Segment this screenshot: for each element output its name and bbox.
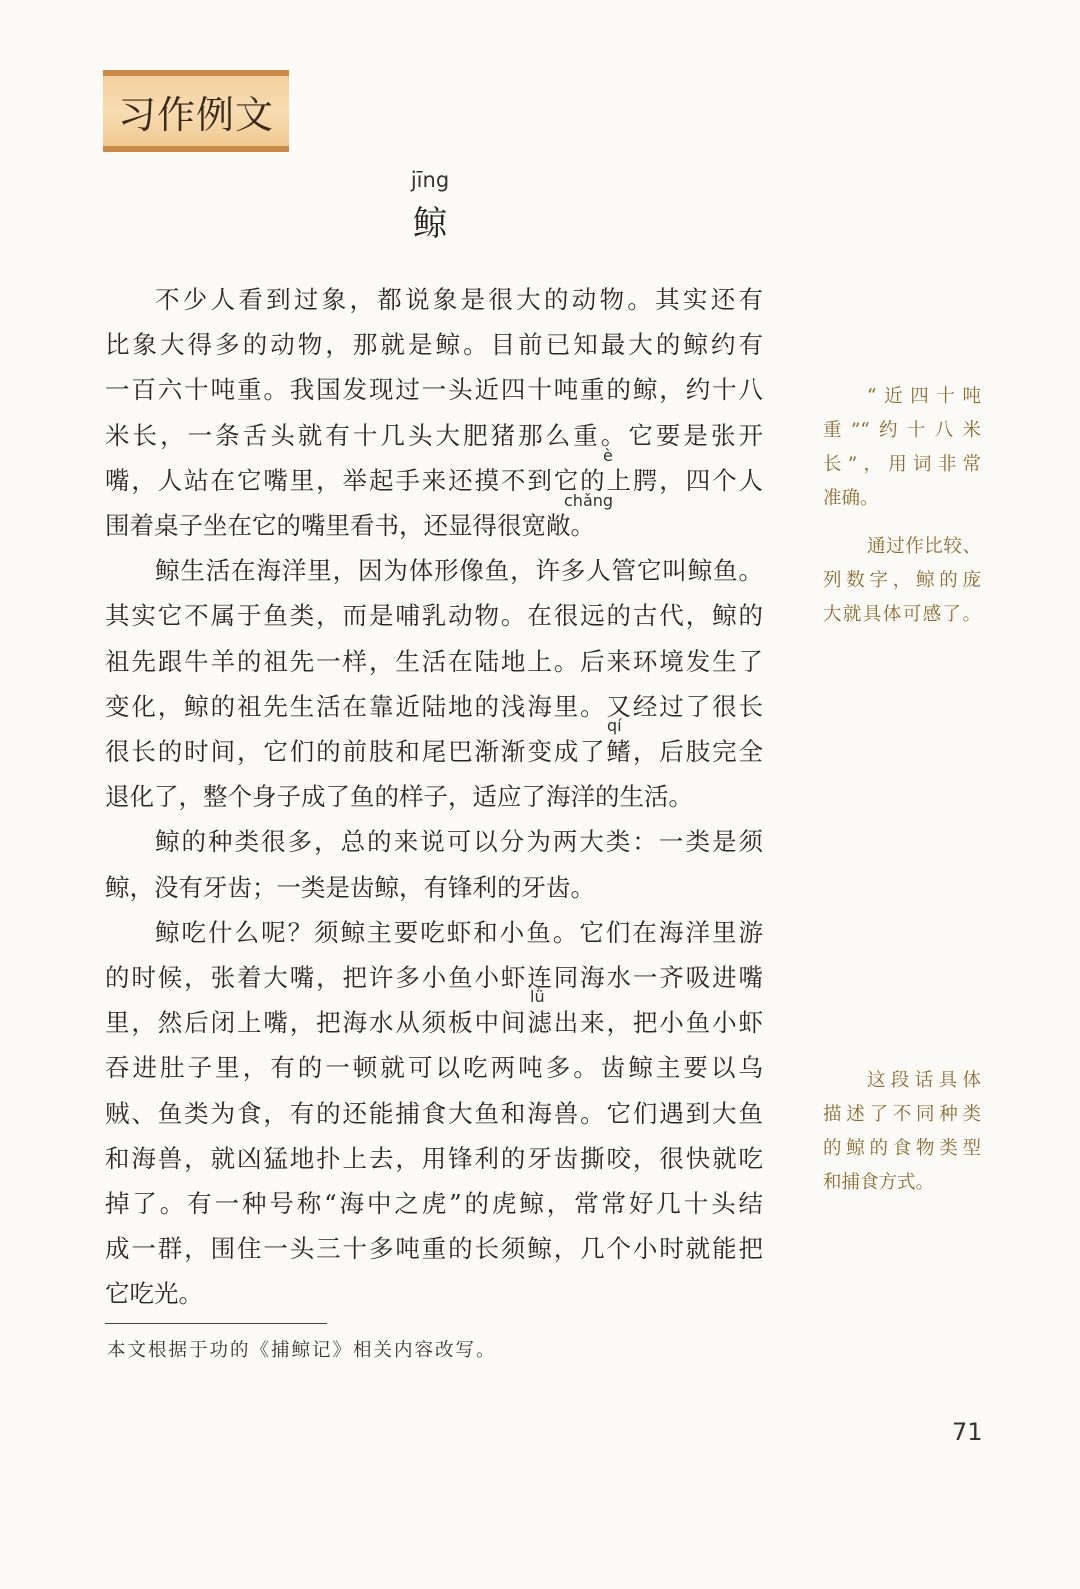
text-line: 的时候，张着大嘴，把许多小鱼小虾连同海水一齐吸进嘴 xyxy=(105,963,763,992)
page-title: 鲸 xyxy=(413,204,447,244)
pinyin-annotation: qí xyxy=(607,716,622,735)
text-line: 一百六十吨重。我国发现过一头近四十吨重的鲸，约十八 xyxy=(105,375,763,405)
text-line: 鲸生活在海洋里，因为体形像鱼，许多人管它叫鲸鱼。 xyxy=(155,556,763,586)
note-line: 大就具体可感了。 xyxy=(823,604,981,625)
text-line: 退化了，整个身子成了鱼的样子，适应了海洋的生活。 xyxy=(105,782,693,812)
text-line: 米长，一条舌头就有十几头大肥猪那么重。它要是张开 xyxy=(105,420,763,450)
side-note-2 xyxy=(823,530,981,632)
footnote: 本文根据于功的《捕鲸记》相关内容改写。 xyxy=(107,1340,497,1361)
note-line: 通过作比较、 xyxy=(867,536,981,557)
note-line: 重”“约十八米 xyxy=(823,420,981,441)
pinyin-annotation: chǎng xyxy=(564,491,614,510)
pinyin-annotation: è xyxy=(603,446,613,465)
pinyin-annotation: lǜ xyxy=(530,987,545,1006)
text-line: 它吃光。 xyxy=(105,1279,203,1309)
side-note-1 xyxy=(823,380,981,516)
title-pinyin: jīng xyxy=(410,168,450,192)
note-line: 准确。 xyxy=(823,488,879,509)
note-line: 描述了不同种类 xyxy=(823,1104,981,1125)
text-line: 嘴，人站在它嘴里，举起手来还摸不到它的上腭，四个人 xyxy=(105,465,763,495)
footnote-divider xyxy=(105,1323,327,1324)
note-line: 列数字，鲸的庞 xyxy=(823,570,981,591)
note-line: “近四十吨 xyxy=(867,386,981,407)
text-line: 祖先跟牛羊的祖先一样，生活在陆地上。后来环境发生了 xyxy=(105,646,763,676)
section-label: 习作例文 xyxy=(117,92,274,137)
note-line: 长”，用词非常 xyxy=(823,454,981,475)
note-line: 和捕食方式。 xyxy=(823,1172,935,1193)
text-line: 鲸的种类很多，总的来说可以分为两大类：一类是须 xyxy=(155,827,763,857)
page-number: 71 xyxy=(952,1418,983,1446)
text-line: 吞进肚子里，有的一顿就可以吃两吨多。齿鲸主要以乌 xyxy=(105,1053,763,1083)
text-line: 里，然后闭上嘴，把海水从须板中间滤出来，把小鱼小虾 xyxy=(105,1008,763,1038)
text-line: 不少人看到过象，都说象是很大的动物。其实还有 xyxy=(155,285,763,314)
text-line: 掉了。有一种号称“海中之虎”的虎鲸，常常好几十头结 xyxy=(105,1189,763,1218)
text-line: 鲸，没有牙齿；一类是齿鲸，有锋利的牙齿。 xyxy=(105,872,595,902)
text-line: 成一群，围住一头三十多吨重的长须鲸，几个小时就能把 xyxy=(105,1234,763,1264)
text-line: 鲸吃什么呢？须鲸主要吃虾和小鱼。它们在海洋里游 xyxy=(155,917,763,947)
text-line: 很长的时间，它们的前肢和尾巴渐渐变成了鳍，后肢完全 xyxy=(105,737,763,766)
note-line: 这段话具体 xyxy=(867,1070,981,1091)
text-line: 和海兽，就凶猛地扑上去，用锋利的牙齿撕咬，很快就吃 xyxy=(105,1143,763,1173)
section-label-box xyxy=(103,70,289,152)
text-line: 变化，鲸的祖先生活在靠近陆地的浅海里。又经过了很长 xyxy=(105,691,763,721)
text-line: 其实它不属于鱼类，而是哺乳动物。在很远的古代，鲸的 xyxy=(105,601,763,631)
text-line: 围着桌子坐在它的嘴里看书，还显得很宽敞。 xyxy=(105,511,595,540)
note-line: 的鲸的食物类型 xyxy=(823,1138,981,1159)
text-line: 贼、鱼类为食，有的还能捕食大鱼和海兽。它们遇到大鱼 xyxy=(105,1098,763,1128)
text-line: 比象大得多的动物，那就是鲸。目前已知最大的鲸约有 xyxy=(105,330,763,360)
side-note-3 xyxy=(823,1064,981,1200)
